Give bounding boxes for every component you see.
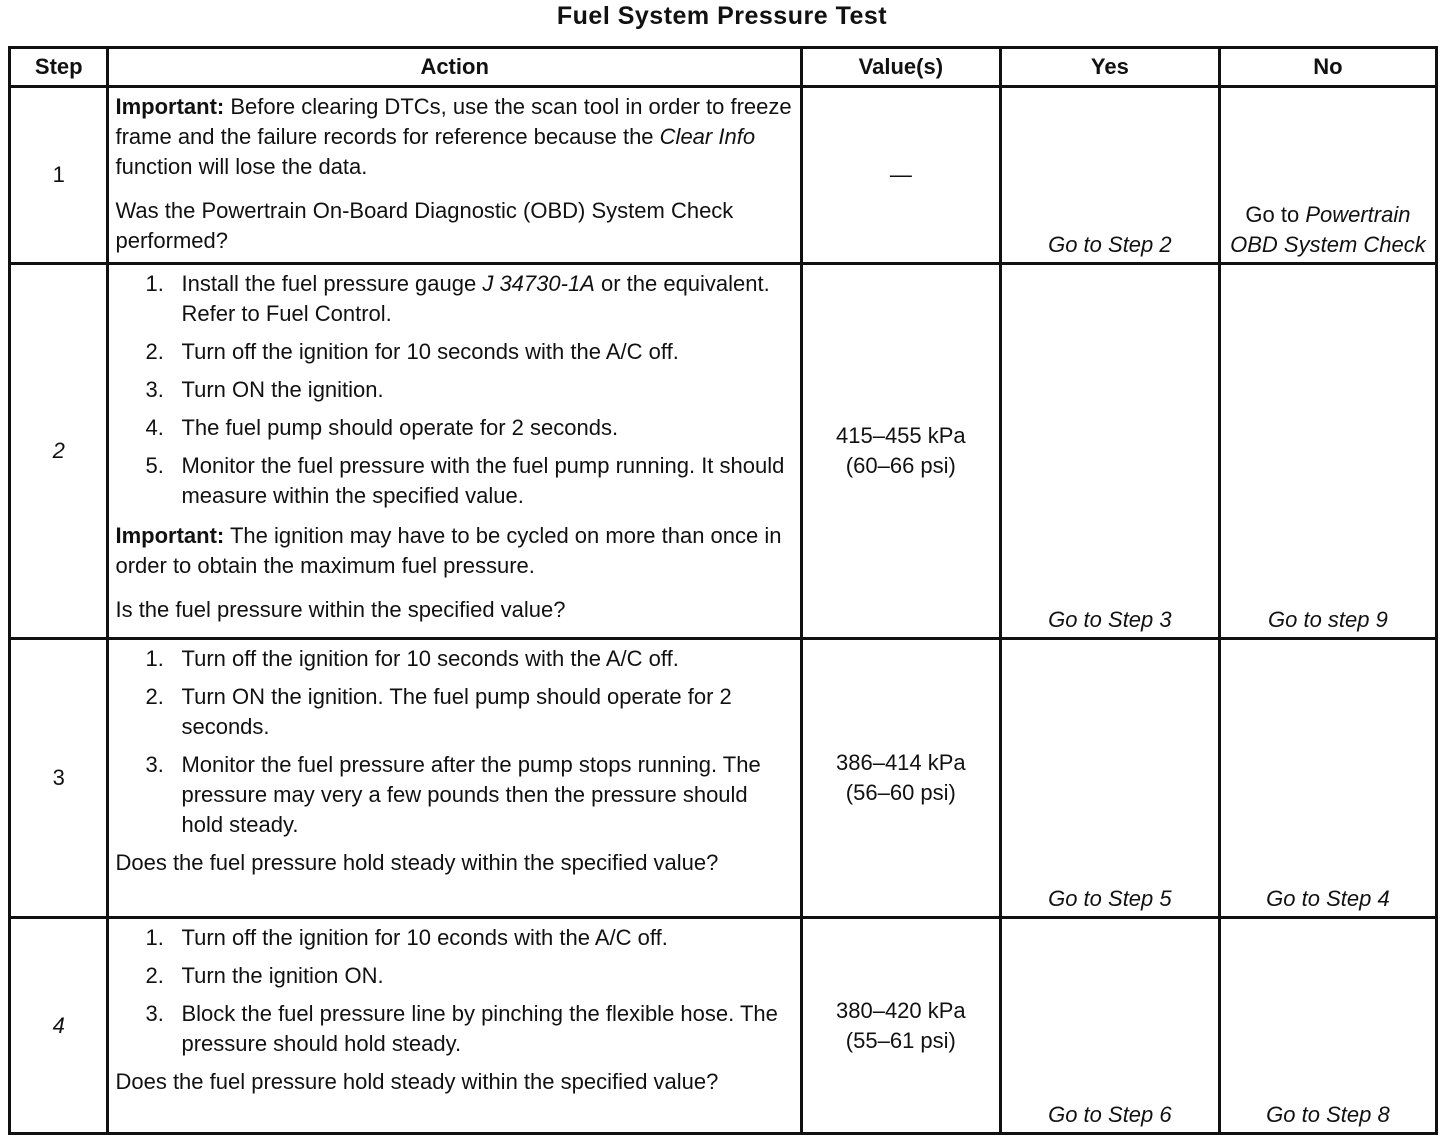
no-prefix: Go to [1245,202,1306,227]
list-item: 3. Monitor the fuel pressure after the pump stops running. The pressure may very a few pounds then the pressure should hold steady. [145,752,761,837]
list-item: 3. Block the fuel pressure line by pinching the flexible hose. The pressure should hold steady. [145,1001,778,1056]
list-item: 2. Turn ON the ignition. The fuel pump should operate for 2 seconds. [145,684,732,739]
list-item: 1. Install the fuel pressure gauge J 34730-1A or the equivalent. Refer to Fuel Control. [145,271,770,326]
step-number: 4 [10,918,108,1134]
value-cell [801,87,1000,264]
important-text: Before clearing DTCs, use the scan tool in order to freeze frame and the failure records for reference because the [115,94,792,149]
value-psi: (56–60 psi) [845,780,956,805]
yes-cell: Go to Step 2 [1000,87,1219,264]
yes-cell: Go to Step 5 [1000,639,1219,918]
question-text: Was the Powertrain On-Board Diagnostic (OBD) System Check performed? [115,198,734,253]
step-number: 2 [10,264,108,639]
value-kpa: 386–414 kPa [836,750,966,775]
question-text: Does the fuel pressure hold steady within the specified value? [115,850,719,875]
diagnostic-table [8,46,1438,1135]
important-text-end: function will lose the data. [115,154,368,179]
value-cell [801,639,1000,918]
important-note [115,521,791,581]
value-dash: — [889,162,912,187]
list-item: 1. Turn off the ignition for 10 econds with the A/C off. [145,925,668,950]
action-cell [108,918,801,1134]
no-cell: Go to Step 4 [1219,639,1436,918]
header-row [10,48,1437,87]
value-cell [801,918,1000,1134]
action-cell [108,87,801,264]
no-cell: Go to Step 8 [1219,918,1436,1134]
list-item: 2. Turn the ignition ON. [145,963,384,988]
procedure-list [115,269,791,511]
no-cell [1219,87,1436,264]
yes-cell: Go to Step 6 [1000,918,1219,1134]
action-cell [108,639,801,918]
list-item: 5. Monitor the fuel pressure with the fuel pump running. It should measure within the specified value. [145,453,785,508]
table-row-step-3 [10,639,1437,918]
header-action: Action [108,48,801,87]
step-number: 3 [10,639,108,918]
list-item: 1. Turn off the ignition for 10 seconds with the A/C off. [145,646,679,671]
important-label: Important: [115,523,225,548]
important-label: Important: [115,94,225,119]
header-step: Step [10,48,108,87]
procedure-list [115,644,791,840]
value-psi: (55–61 psi) [845,1027,956,1053]
no-cell: Go to step 9 [1219,264,1436,639]
important-text: The ignition may have to be cycled on more than once in order to obtain the maximum fuel pressure. [115,523,782,578]
step-number: 1 [10,87,108,264]
no-italic: Powertrain OBD System Check [1230,202,1426,257]
header-no: No [1219,48,1436,87]
table-row-step-1 [10,87,1437,264]
list-item: 3. Turn ON the ignition. [145,377,384,402]
procedure-list [115,923,791,1059]
table-row-step-4 [10,918,1437,1134]
value-cell [801,264,1000,639]
question-text: Does the fuel pressure hold steady within the specified value? [115,1069,719,1094]
header-values: Value(s) [801,48,1000,87]
header-yes: Yes [1000,48,1219,87]
value-kpa: 415–455 kPa [836,423,966,448]
important-note [115,92,791,182]
yes-cell: Go to Step 3 [1000,264,1219,639]
list-item: 4. The fuel pump should operate for 2 seconds. [145,415,619,440]
action-cell [108,264,801,639]
list-item: 2. Turn off the ignition for 10 seconds with the A/C off. [145,339,679,364]
page-title: Fuel System Pressure Test [556,2,888,30]
value-psi: (60–66 psi) [845,453,956,478]
question-text: Is the fuel pressure within the specified value? [115,597,566,622]
important-italic: Clear Info [659,124,756,149]
table-row-step-2 [10,264,1437,639]
value-kpa: 380–420 kPa [836,997,966,1023]
